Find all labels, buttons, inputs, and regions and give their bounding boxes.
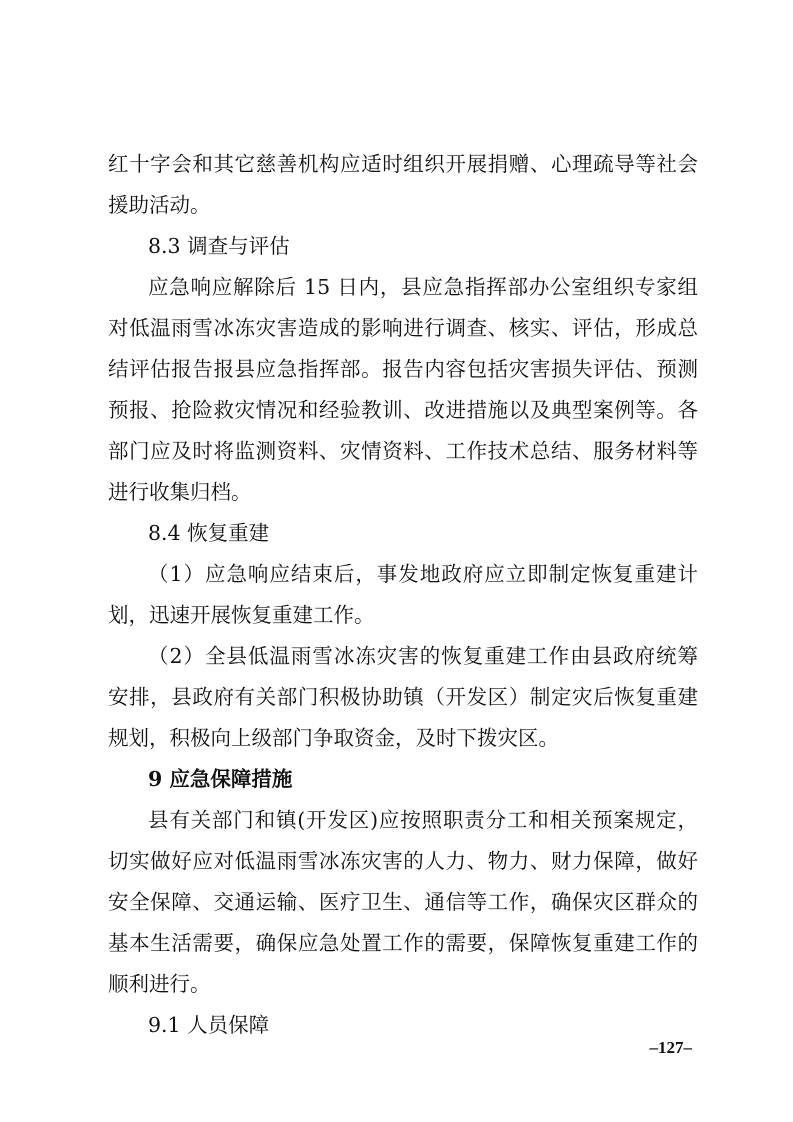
paragraph-line: 安排，县政府有关部门积极协助镇（开发区）制定灾后恢复重建 [108,685,698,709]
page-number: –127– [649,1038,692,1057]
paragraph-line: 安全保障、交通运输、医疗卫生、通信等工作，确保灾区群众的 [108,890,698,914]
paragraph-line: 援助活动。 [108,193,211,217]
paragraph-line: 红十字会和其它慈善机构应适时组织开展捐赠、心理疏导等社会 [108,152,698,176]
paragraph-line: 预报、抢险救灾情况和经验教训、改进措施以及典型案例等。各 [108,398,698,422]
paragraph-line: （1）应急响应结束后，事发地政府应立即制定恢复重建计 [148,562,698,586]
chapter-heading: 9 应急保障措施 [148,767,293,791]
paragraph-line: 结评估报告报县应急指挥部。报告内容包括灾害损失评估、预测 [108,357,698,381]
paragraph-line: 县有关部门和镇(开发区)应按照职责分工和相关预案规定， [148,808,698,832]
paragraph-line: 顺利进行。 [108,972,211,996]
paragraph-line: 切实做好应对低温雨雪冰冻灾害的人力、物力、财力保障，做好 [108,849,698,873]
paragraph-line: 对低温雨雪冰冻灾害造成的影响进行调查、核实、评估，形成总 [108,316,698,340]
paragraph-line: 划，迅速开展恢复重建工作。 [108,603,375,627]
paragraph-line: 规划，积极向上级部门争取资金，及时下拨灾区。 [108,726,559,750]
section-heading: 8.3 调查与评估 [148,234,290,258]
paragraph-line: 基本生活需要，确保应急处置工作的需要，保障恢复重建工作的 [108,931,698,955]
section-heading: 8.4 恢复重建 [148,521,270,545]
paragraph-line: 部门应及时将监测资料、灾情资料、工作技术总结、服务材料等 [108,439,698,463]
paragraph-line: 应急响应解除后 15 日内，县应急指挥部办公室组织专家组 [148,275,698,299]
paragraph-line: 进行收集归档。 [108,480,252,504]
paragraph-line: （2）全县低温雨雪冰冻灾害的恢复重建工作由县政府统筹 [148,644,698,668]
section-heading: 9.1 人员保障 [148,1013,270,1037]
